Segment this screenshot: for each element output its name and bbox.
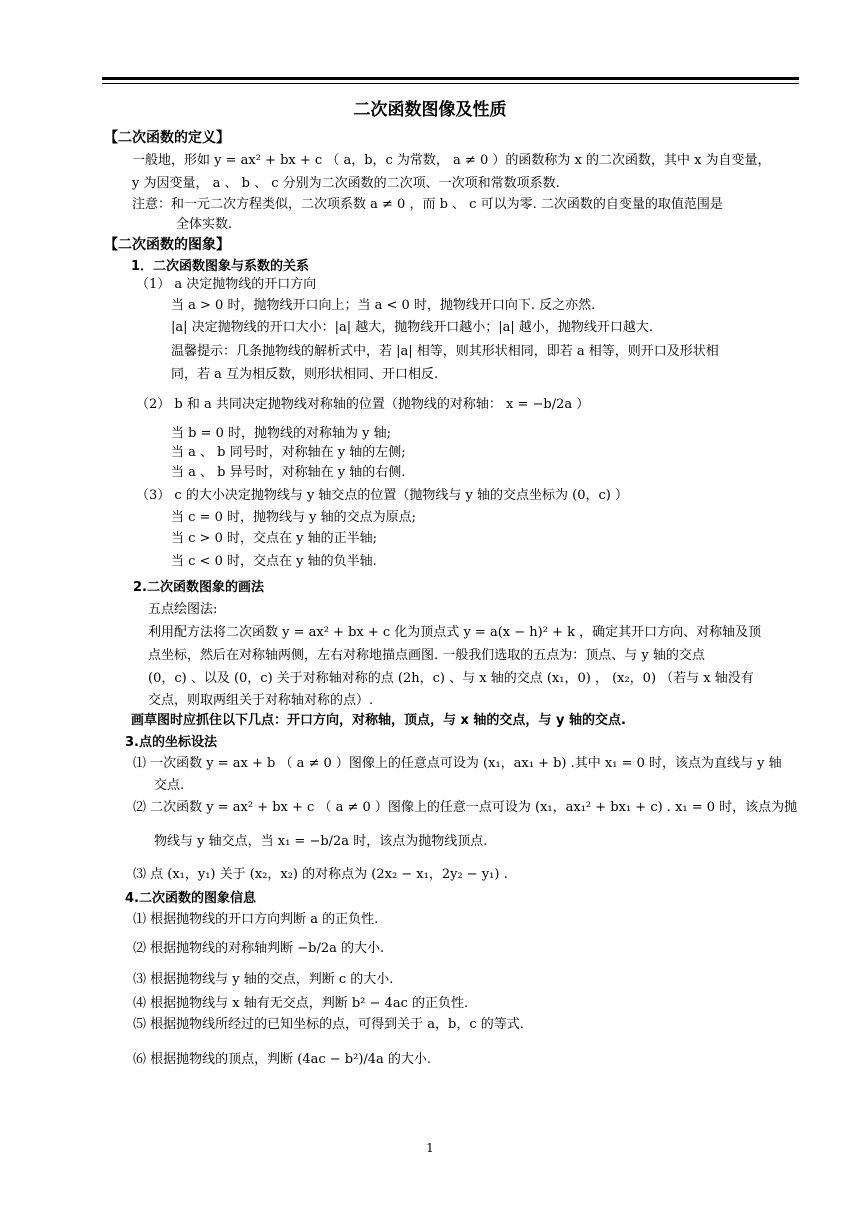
text-line: 物线与 y 轴交点，当 x₁ = −b/2a 时，该点为抛物线顶点. bbox=[154, 834, 488, 849]
text-line: 交点. bbox=[154, 778, 185, 793]
text-line: ⑸ 根据抛物线所经过的已知坐标的点，可得到关于 a，b，c 的等式. bbox=[133, 1017, 524, 1032]
text-line: 当 c < 0 时，交点在 y 轴的负半轴. bbox=[171, 554, 377, 569]
text-line: ⑷ 根据抛物线与 x 轴有无交点，判断 b² − 4ac 的正负性. bbox=[133, 996, 469, 1011]
text-line: 一般地，形如 y = ax² + bx + c （ a，b，c 为常数， a ≠ 0 ）的函数称为 x 的二次函数，其中 x 为自变量， bbox=[132, 153, 771, 168]
text-line: ⑵ 根据抛物线的对称轴判断 −b/2a 的大小. bbox=[133, 941, 385, 956]
header-rule-thick bbox=[102, 77, 799, 80]
text-line: 当 a > 0 时，抛物线开口向上；当 a < 0 时，抛物线开口向下. 反之亦然. bbox=[171, 298, 596, 313]
text-line: 全体实数. bbox=[176, 217, 233, 232]
text-line: ⑶ 点 (x₁，y₁) 关于 (x₂，x₂) 的对称点为 (2x₂ − x₁，2y₂ − y₁) . bbox=[133, 867, 508, 882]
text-line: 当 c = 0 时，抛物线与 y 轴的交点为原点; bbox=[171, 510, 416, 525]
text-line: ⑹ 根据抛物线的顶点，判断 (4ac − b²)/4a 的大小. bbox=[133, 1052, 432, 1067]
text-line: （1） a 决定抛物线的开口方向 bbox=[136, 277, 317, 292]
text-line: ⑴ 一次函数 y = ax + b （ a ≠ 0 ）图像上的任意点可设为 (x₁，ax₁ + b) .其中 x₁ = 0 时，该点为直线与 y 轴 bbox=[133, 756, 782, 771]
text-line: 交点，则取两组关于对称轴对称的点）. bbox=[148, 693, 374, 708]
page-number: 1 bbox=[426, 1141, 434, 1155]
text-line: 当 c > 0 时，交点在 y 轴的正半轴; bbox=[171, 531, 377, 546]
text-line: 点坐标，然后在对称轴两侧，左右对称地描点画图. 一般我们选取的五点为：顶点、与 y 轴的交点 bbox=[148, 648, 705, 663]
text-line: 五点绘图法: bbox=[148, 602, 218, 617]
text-line: 利用配方法将二次函数 y = ax² + bx + c 化为顶点式 y = a(x − h)² + k ，确定其开口方向、对称轴及顶 bbox=[148, 625, 762, 640]
subsection-heading: 4.二次函数的图象信息 bbox=[125, 891, 256, 906]
subsection-heading: 2.二次函数图象的画法 bbox=[133, 580, 264, 595]
section-heading: 【二次函数的图象】 bbox=[104, 237, 230, 253]
text-line: 当 b = 0 时，抛物线的对称轴为 y 轴; bbox=[171, 426, 392, 441]
text-line: 当 a 、 b 异号时，对称轴在 y 轴的右侧. bbox=[171, 465, 406, 480]
section-heading: 【二次函数的定义】 bbox=[104, 130, 230, 146]
page-title: 二次函数图像及性质 bbox=[353, 100, 507, 120]
text-line: 温馨提示：几条抛物线的解析式中，若 |a| 相等，则其形状相同，即若 a 相等，则开口及形状相 bbox=[171, 344, 719, 359]
text-line: 当 a 、 b 同号时，对称轴在 y 轴的左侧; bbox=[171, 445, 406, 460]
text-line: ⑴ 根据抛物线的开口方向判断 a 的正负性. bbox=[133, 912, 379, 927]
text-line: （3） c 的大小决定抛物线与 y 轴交点的位置（抛物线与 y 轴的交点坐标为 (0，c) ） bbox=[136, 488, 628, 503]
text-line: 同，若 a 互为相反数，则形状相同、开口相反. bbox=[171, 367, 439, 382]
header-rule-thin bbox=[102, 83, 799, 84]
subsection-heading: 3.点的坐标设法 bbox=[125, 735, 217, 750]
text-line: ⑵ 二次函数 y = ax² + bx + c （ a ≠ 0 ）图像上的任意一点可设为 (x₁，ax₁² + bx₁ + c) . x₁ = 0 时，该点为抛 bbox=[133, 800, 798, 815]
subsection-heading: 画草图时应抓住以下几点：开口方向，对称轴，顶点，与 x 轴的交点，与 y 轴的交点. bbox=[131, 713, 626, 728]
text-line: |a| 决定抛物线的开口大小：|a| 越大，抛物线开口越小；|a| 越小，抛物线开口越大. bbox=[171, 320, 654, 335]
text-line: y 为因变量， a 、 b 、 c 分别为二次函数的二次项、一次项和常数项系数. bbox=[132, 176, 560, 191]
text-line: 注意：和一元二次方程类似，二次项系数 a ≠ 0 ，而 b 、 c 可以为零. 二次函数的自变量的取值范围是 bbox=[132, 197, 723, 212]
text-line: (0，c) 、以及 (0，c) 关于对称轴对称的点 (2h，c) 、与 x 轴的交点 (x₁，0) ， (x₂，0) （若与 x 轴没有 bbox=[148, 671, 754, 686]
text-line: ⑶ 根据抛物线与 y 轴的交点，判断 c 的大小. bbox=[133, 972, 394, 987]
subsection-heading: 1．二次函数图象与系数的关系 bbox=[131, 259, 310, 274]
text-line: （2） b 和 a 共同决定抛物线对称轴的位置（抛物线的对称轴： x = −b/2a ） bbox=[136, 397, 590, 412]
